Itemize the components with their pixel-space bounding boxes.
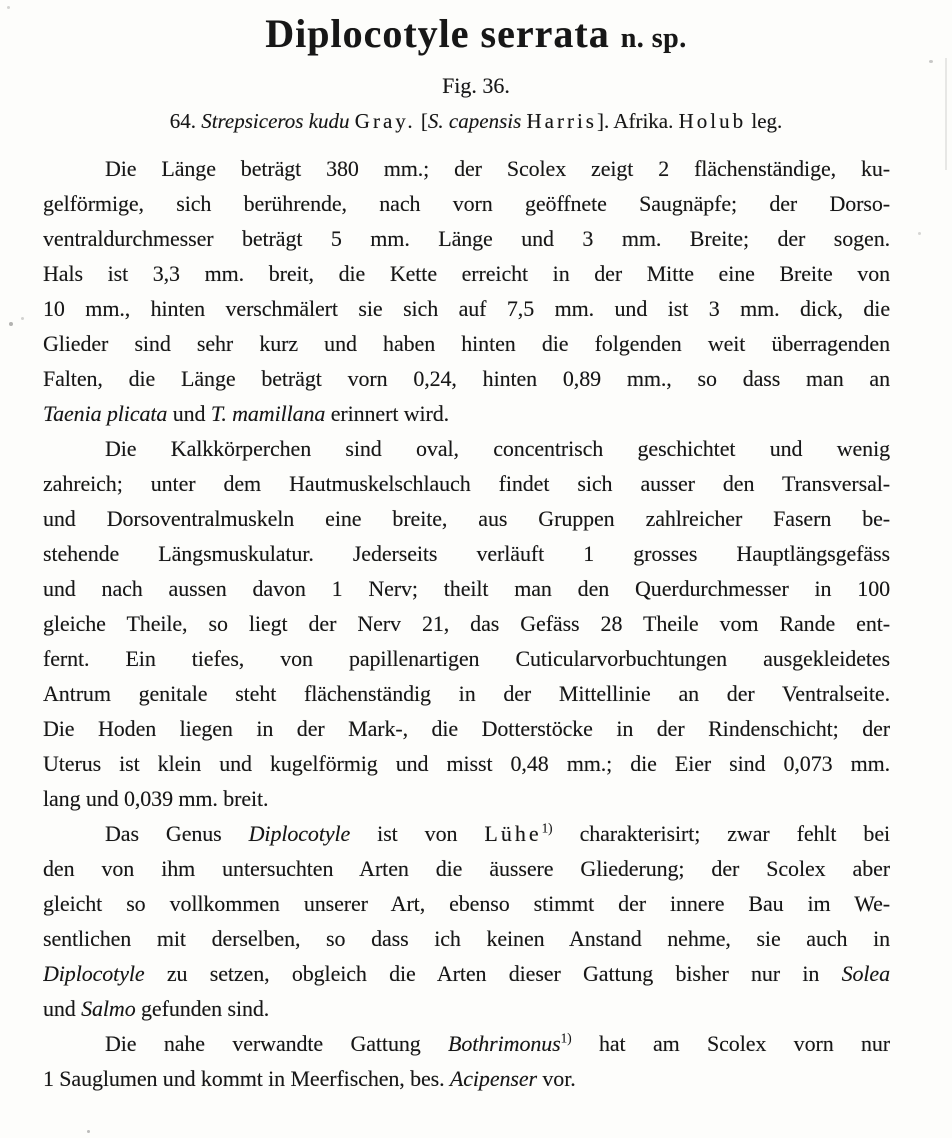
text-line	[43, 991, 890, 1026]
text-line	[43, 606, 890, 641]
text-segment: fernt. Ein tiefes, von papillenartigen Cuticularvorbuchtungen ausgekleidetes	[43, 646, 890, 671]
text-segment: gefunden sind.	[135, 996, 270, 1021]
text-segment: leg.	[746, 109, 783, 133]
text-segment: ist von	[350, 821, 485, 846]
species-title: Diplocotyle serrata	[265, 11, 610, 56]
text-line	[43, 361, 890, 396]
text-segment: Uterus ist klein und kugelförmig und misst 0,48 mm.; die Eier sind 0,073 mm.	[43, 751, 890, 776]
text-line	[43, 151, 890, 186]
text-line	[43, 466, 890, 501]
scan-speck	[929, 60, 933, 63]
paragraph	[43, 151, 890, 431]
text-segment: lang und 0,039 mm. breit.	[43, 786, 269, 811]
text-segment: Solea	[841, 961, 890, 986]
scan-speck	[918, 232, 921, 235]
text-segment: charakterisirt; zwar fehlt bei	[552, 821, 890, 846]
text-segment: ventraldurchmesser beträgt 5 mm. Länge und 3 mm. Breite; der sogen.	[43, 226, 890, 251]
text-segment: und nach aussen davon 1 Nerv; theilt man den Querdurchmesser in 100	[43, 576, 890, 601]
scan-speck	[21, 317, 24, 320]
text-segment: Bothrimonus	[448, 1031, 561, 1056]
text-segment: Das Genus	[105, 821, 249, 846]
text-segment: Strepsiceros kudu	[201, 109, 350, 133]
page-title	[0, 12, 952, 61]
text-segment: Glieder sind sehr kurz und haben hinten die folgenden weit überragenden	[43, 331, 890, 356]
text-segment: sentlichen mit derselben, so dass ich keinen Anstand nehme, sie auch in	[43, 926, 890, 951]
text-line	[43, 676, 890, 711]
text-line	[43, 781, 890, 816]
text-segment: 1)	[560, 1030, 572, 1046]
text-segment: Diplocotyle	[43, 961, 145, 986]
text-segment: S. capensis	[427, 109, 522, 133]
text-segment: Antrum genitale steht flächenständig in der Mittellinie an der Ventralseite.	[43, 681, 890, 706]
text-line	[43, 746, 890, 781]
text-segment: zu setzen, obgleich die Arten dieser Gattung bisher nur in	[144, 961, 842, 986]
scan-speck	[87, 1130, 90, 1133]
text-segment: Hals ist 3,3 mm. breit, die Kette erreicht in der Mitte eine Breite von	[43, 261, 890, 286]
scan-speck	[9, 322, 13, 326]
text-line	[43, 221, 890, 256]
text-line	[43, 1061, 890, 1096]
text-segment: ]. Afrika.	[596, 109, 679, 133]
text-segment: zahreich; unter dem Hautmuskelschlauch findet sich ausser den Transversal-	[43, 471, 890, 496]
text-segment: erinnert wird.	[325, 401, 450, 426]
text-segment: und	[43, 996, 82, 1021]
text-line	[43, 396, 890, 431]
text-segment: 1 Sauglumen und kommt in Meerfischen, bes.	[43, 1066, 450, 1091]
text-line	[43, 256, 890, 291]
text-line	[43, 921, 890, 956]
scan-speck	[945, 58, 947, 170]
text-line	[43, 291, 890, 326]
text-line	[43, 886, 890, 921]
text-line	[43, 536, 890, 571]
text-segment: Die Hoden liegen in der Mark-, die Dotterstöcke in der Rindenschicht; der	[43, 716, 890, 741]
text-line	[43, 1026, 890, 1061]
figure-caption: Fig. 36.	[442, 73, 510, 98]
text-segment: Gray.	[354, 109, 416, 133]
text-line	[43, 431, 890, 466]
text-line	[43, 641, 890, 676]
paragraph	[43, 1026, 890, 1096]
text-segment: gelförmige, sich berührende, nach vorn geöffnete Saugnäpfe; der Dorso-	[43, 191, 890, 216]
text-segment: Lühe	[484, 821, 542, 846]
text-line	[43, 186, 890, 221]
text-segment: Die nahe verwandte Gattung	[105, 1031, 449, 1056]
text-segment: 64.	[169, 109, 202, 133]
text-line	[43, 851, 890, 886]
specimen-line	[0, 107, 952, 135]
text-segment: 10 mm., hinten verschmälert sie sich auf 7,5 mm. und ist 3 mm. dick, die	[43, 296, 890, 321]
text-segment: gleiche Theile, so liegt der Nerv 21, das Gefäss 28 Theile vom Rande ent-	[43, 611, 890, 636]
text-segment: Taenia plicata	[43, 401, 168, 426]
text-segment: Harris	[526, 109, 597, 133]
text-line	[43, 571, 890, 606]
text-segment: Falten, die Länge beträgt vorn 0,24, hinten 0,89 mm., so dass man an	[43, 366, 890, 391]
text-segment: Diplocotyle	[248, 821, 351, 846]
scan-speck	[7, 6, 10, 9]
text-segment: Salmo	[81, 996, 136, 1021]
text-line	[43, 501, 890, 536]
text-segment: und	[167, 401, 211, 426]
text-segment: stehende Längsmuskulatur. Jederseits verläuft 1 grosses Hauptlängsgefäss	[43, 541, 890, 566]
text-segment: den von ihm untersuchten Arten die äussere Gliederung; der Scolex aber	[43, 856, 890, 881]
text-line	[43, 711, 890, 746]
text-line	[43, 326, 890, 361]
text-segment: hat am Scolex vorn nur	[571, 1031, 890, 1056]
paragraph	[43, 816, 890, 1026]
text-segment: Die Kalkkörperchen sind oval, concentrisch geschichtet und wenig	[105, 436, 890, 461]
text-segment: Acipenser	[449, 1066, 537, 1091]
species-title-suffix: n. sp.	[620, 23, 687, 54]
text-segment: vor.	[537, 1066, 576, 1091]
text-segment: Die Länge beträgt 380 mm.; der Scolex zeigt 2 flächenständige, ku-	[105, 156, 890, 181]
text-segment: und Dorsoventralmuskeln eine breite, aus Gruppen zahlreicher Fasern be-	[43, 506, 890, 531]
text-line	[43, 956, 890, 991]
paragraph	[43, 431, 890, 816]
text-segment: gleicht so vollkommen unserer Art, ebenso stimmt der innere Bau im We-	[43, 891, 890, 916]
text-line	[43, 816, 890, 851]
text-segment: 1)	[541, 820, 553, 836]
text-segment: [	[415, 109, 428, 133]
text-segment: Holub	[678, 109, 747, 133]
text-segment: T. mamillana	[210, 401, 326, 426]
body-text	[43, 151, 890, 1096]
